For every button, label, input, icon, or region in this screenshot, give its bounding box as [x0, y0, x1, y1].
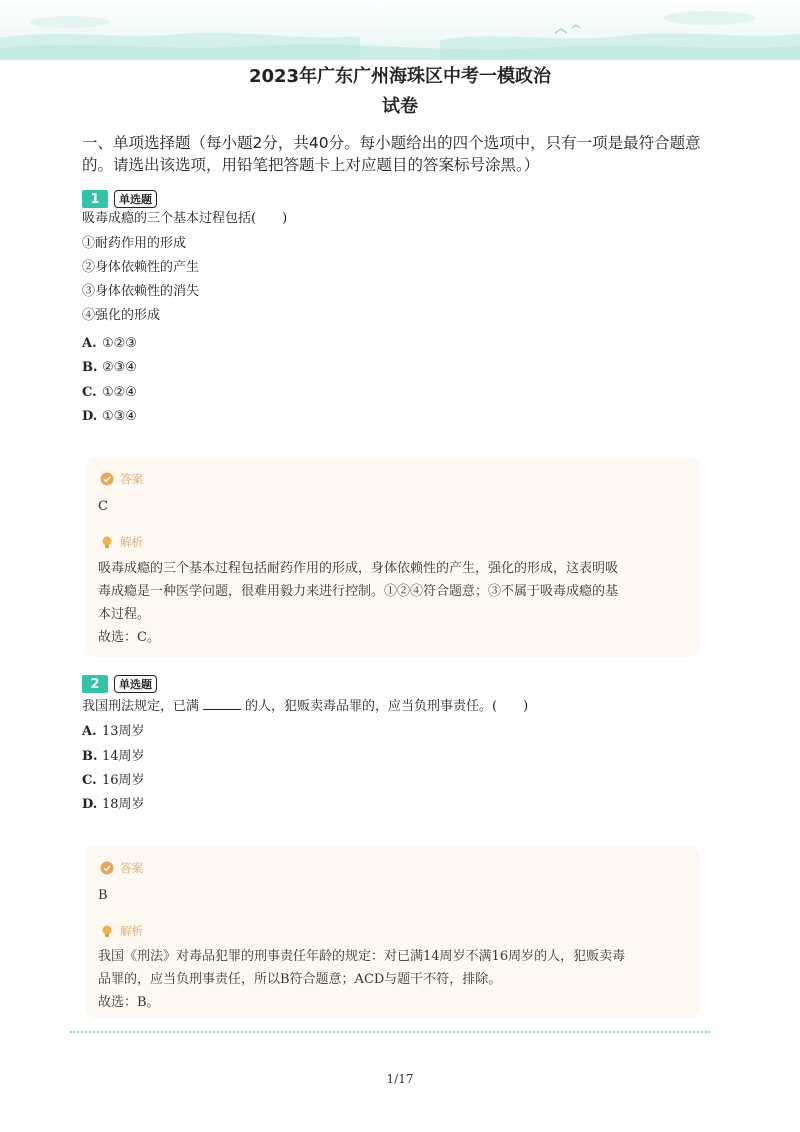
- option-b[interactable]: [82, 359, 137, 377]
- option-text: 18周岁: [102, 797, 145, 812]
- header-banner-art: [0, 0, 800, 60]
- option-c[interactable]: [82, 384, 137, 402]
- answer-tag-label: 答案: [120, 861, 143, 875]
- analysis-line: 故选：C。: [98, 630, 160, 645]
- analysis-line: 吸毒成瘾的三个基本过程包括耐药作用的形成，身体依赖性的产生，强化的形成，这表明吸: [98, 561, 619, 576]
- question-stem-before: 我国刑法规定，已满: [82, 699, 200, 714]
- analysis-line: 故选：B。: [98, 995, 160, 1010]
- analysis-text: [98, 557, 678, 649]
- analysis-line: 本过程。: [98, 607, 151, 622]
- analysis-tag-label: 解析: [120, 535, 143, 549]
- question-header: [82, 675, 157, 693]
- answer-tag: [100, 860, 143, 876]
- analysis-line: 品罪的，应当负刑事责任，所以B符合题意；ACD与题干不符，排除。: [98, 972, 502, 987]
- question-item: ①耐药作用的形成: [82, 236, 187, 251]
- option-text: ②③④: [102, 360, 137, 375]
- question-number-badge: 1: [82, 190, 108, 208]
- page-divider: [70, 1031, 710, 1033]
- analysis-tag-label: 解析: [120, 924, 143, 938]
- question-type-badge: 单选题: [114, 675, 157, 693]
- option-b[interactable]: [82, 748, 145, 766]
- question-item: ④强化的形成: [82, 308, 161, 323]
- question-item: ③身体依赖性的消失: [82, 284, 200, 299]
- check-badge-icon: [100, 472, 114, 486]
- question-number-badge: 2: [82, 675, 108, 693]
- question-stem: 吸毒成瘾的三个基本过程包括( ): [82, 211, 288, 226]
- option-letter: B.: [82, 749, 98, 764]
- answer-box: [86, 457, 700, 657]
- analysis-tag: [100, 923, 143, 939]
- option-letter: D.: [82, 797, 98, 812]
- option-d[interactable]: [82, 796, 145, 814]
- answer-box: [86, 846, 700, 1018]
- option-text: 16周岁: [102, 773, 145, 788]
- question-type-badge: 单选题: [114, 190, 157, 208]
- option-text: ①②③: [102, 336, 137, 351]
- option-letter: A.: [82, 336, 97, 351]
- option-d[interactable]: [82, 408, 137, 426]
- lightbulb-icon: [100, 924, 114, 938]
- check-badge-icon: [100, 861, 114, 875]
- analysis-tag: [100, 534, 143, 550]
- option-text: ①②④: [102, 385, 137, 400]
- option-a[interactable]: [82, 723, 145, 741]
- option-text: 13周岁: [102, 724, 145, 739]
- answer-value: B: [98, 888, 108, 903]
- option-letter: C.: [82, 385, 97, 400]
- page-title: 2023年广东广州海珠区中考一模政治: [248, 66, 552, 87]
- answer-tag: [100, 471, 143, 487]
- option-text: ①③④: [102, 409, 137, 424]
- option-letter: D.: [82, 409, 98, 424]
- option-letter: B.: [82, 360, 98, 375]
- option-letter: A.: [82, 724, 97, 739]
- question-stem-after: 的人，犯贩卖毒品罪的，应当负刑事责任。( ): [245, 699, 529, 714]
- lightbulb-icon: [100, 535, 114, 549]
- option-letter: C.: [82, 773, 97, 788]
- question-stem: [82, 697, 528, 716]
- answer-value: C: [98, 499, 108, 514]
- answer-tag-label: 答案: [120, 472, 143, 486]
- analysis-text: [98, 945, 678, 1014]
- header-banner: [0, 0, 800, 60]
- option-text: 14周岁: [102, 749, 145, 764]
- page-title-line2: 试卷: [382, 96, 418, 117]
- option-c[interactable]: [82, 772, 145, 790]
- question-item: ②身体依赖性的产生: [82, 260, 200, 275]
- section-heading: 一、单项选择题（每小题2分，共40分。每小题给出的四个选项中，只有一项是最符合题意的。请选出该选项，用铅笔把答题卡上对应题目的答案标号涂黑。）: [82, 134, 701, 174]
- analysis-line: 我国《刑法》对毒品犯罪的刑事责任年龄的规定：对已满14周岁不满16周岁的人，犯贩卖毒: [98, 949, 626, 964]
- fill-blank: [203, 697, 241, 710]
- analysis-line: 毒成瘾是一种医学问题，很难用毅力来进行控制。①②④符合题意；③不属于吸毒成瘾的基: [98, 584, 619, 599]
- question-header: [82, 190, 157, 208]
- page-number: 1/17: [386, 1072, 414, 1086]
- option-a[interactable]: [82, 335, 137, 353]
